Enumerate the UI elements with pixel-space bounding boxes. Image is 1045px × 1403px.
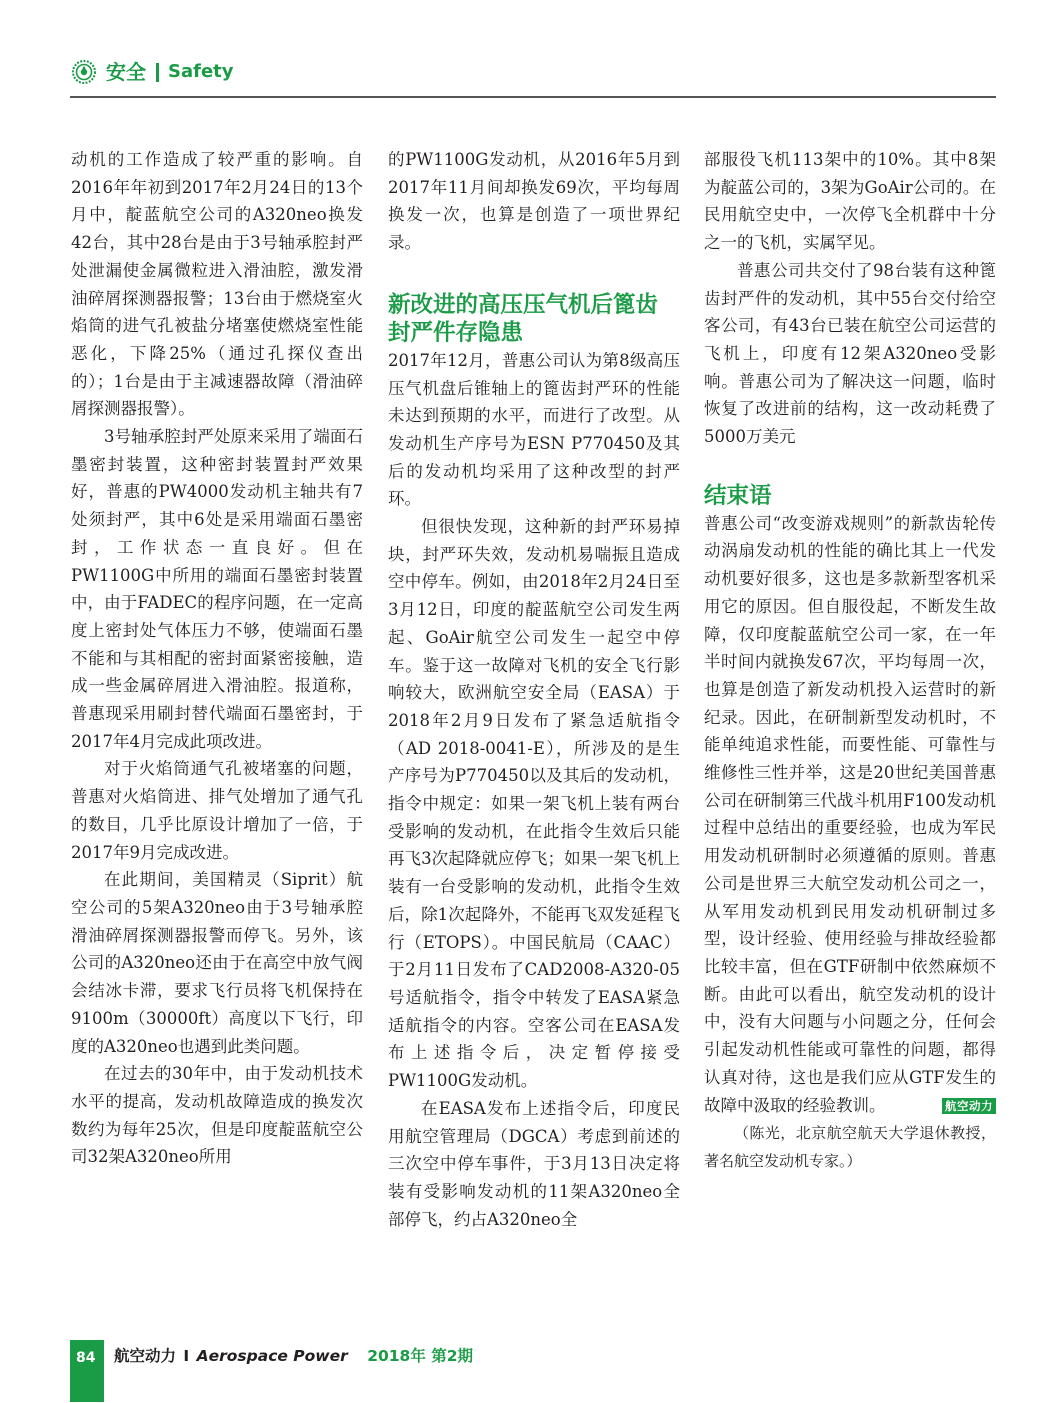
gear-leaf-icon bbox=[72, 60, 96, 84]
paragraph: 动机的工作造成了较严重的影响。自2016年年初到2017年2月24日的13个月中，靛蓝航空公司的A320neo换发42台，其中28台是由于3号轴承腔封严处泄漏使金属微粒进入滑油腔，激发滑油碎屑探测器报警；13台由于燃烧室火焰筒的进气孔被盐分堵塞使燃烧室性能恶化，下降25%（通过孔探仪查出的）；1台是由于主减速器故障（滑油碎屑探测器报警）。 bbox=[71, 150, 363, 419]
paragraph bbox=[704, 510, 996, 1119]
title-divider bbox=[156, 63, 159, 82]
paragraph: 2017年12月，普惠公司认为第8级高压压气机盘后锥轴上的篦齿封严环的性能未达到预期的水平，而进行了改型。从发动机生产序号为ESN P770450及其后的发动机均采用了这种改型的封严环。 bbox=[388, 350, 680, 509]
end-mark: 航空动力 bbox=[942, 1098, 996, 1114]
column-2 bbox=[388, 146, 680, 1233]
separator: I bbox=[183, 1347, 190, 1365]
paragraph: 部服役飞机113架中的10%。其中8架为靛蓝公司的，3架为GoAir公司的。在民用航空史中，一次停飞全机群中十分之一的飞机，实属罕见。 bbox=[704, 150, 996, 253]
paragraph: 在EASA发布上述指令后，印度民用航空管理局（DGCA）考虑到前述的三次空中停车事件，于3月13日决定将装有受影响发动机的11架A320neo全部停飞，约占A320neo全 bbox=[388, 1098, 680, 1229]
magazine-info bbox=[114, 1344, 473, 1368]
header-rule bbox=[70, 96, 996, 98]
paragraph: 3号轴承腔封严处原来采用了端面石墨密封装置，这种密封装置封严效果好，普惠的PW4000发动机主轴共有7处须封严，其中6处是采用端面石墨密封，工作状态一直良好。但在PW1100G中所用的端面石墨密封装置中，由于FADEC的程序问题，在一定高度上密封处气体压力不够，使端面石墨不能和与其相配的密封面紧密接触，造成一些金属碎屑进入滑油腔。报道称，普惠现采用刷封替代端面石墨密封，于2017年4月完成此项改进。 bbox=[71, 427, 363, 751]
author-note: （陈光，北京航空航天大学退休教授，著名航空发动机专家。） bbox=[704, 1124, 996, 1171]
paragraph: 在过去的30年中，由于发动机技术水平的提高，发动机故障造成的换发次数约为每年25次，但是印度靛蓝航空公司32架A320neo所用 bbox=[71, 1064, 363, 1167]
section-heading: 结束语 bbox=[704, 482, 772, 509]
page-number-block bbox=[70, 1340, 104, 1402]
section-title-en: Safety bbox=[168, 61, 234, 82]
column-1 bbox=[71, 146, 363, 1171]
column-3 bbox=[704, 146, 996, 1175]
paragraph: 但很快发现，这种新的封严环易掉块，封严环失效，发动机易喘振且造成空中停车。例如，由2018年2月24日至3月12日，印度的靛蓝航空公司发生两起、GoAir航空公司发生一起空中停车。鉴于这一故障对飞机的安全飞行影响较大，欧洲航空安全局（EASA）于2018年2月9日发布了紧急适航指令（AD 2018-0041-E），所涉及的是生产序号为P770450以及其后的发动机，指令中规定：如果一架飞机上装有两台受影响的发动机，在此指令生效后只能再飞3次起降就应停飞；如果一架飞机上装有一台受影响的发动机，此指令生效后，除1次起降外，不能再飞双发延程飞行（ETOPS）。中国民航局（CAAC）于2月11日发布了CAD2008-A320-05号适航指令，指令中转发了EASA紧急适航指令的内容。空客公司在EASA发布上述指令后，决定暂停接受PW1100G发动机。 bbox=[388, 517, 680, 1091]
magazine-name-en: Aerospace Power bbox=[196, 1347, 348, 1365]
paragraph: 对于火焰筒通气孔被堵塞的问题，普惠对火焰筒进、排气处增加了通气孔的数目，几乎比原设计增加了一倍，于2017年9月完成改进。 bbox=[71, 759, 363, 862]
page-number: 84 bbox=[76, 1350, 96, 1366]
section-title-cn: 安全 bbox=[106, 60, 146, 84]
paragraph: 普惠公司共交付了98台装有这种篦齿封严件的发动机，其中55台交付给空客公司，有43台已装在航空公司运营的飞机上，印度有12架A320neo受影响。普惠公司为了解决这一问题，临时恢复了改进前的结构，这一改动耗费了5000万美元 bbox=[704, 260, 996, 447]
issue-label: 2018年 第2期 bbox=[367, 1347, 474, 1365]
section-heading: 新改进的高压压气机后篦齿封严件存隐患 bbox=[388, 291, 659, 346]
page-header bbox=[70, 56, 996, 90]
paragraph: 在此期间，美国精灵（Siprit）航空公司的5架A320neo由于3号轴承腔滑油碎屑探测器报警而停飞。另外，该公司的A320neo还由于在高空中放气阀会结冰卡滞，要求飞行员将飞机保持在9100m（30000ft）高度以下飞行，印度的A320neo也遇到此类问题。 bbox=[71, 870, 363, 1056]
page-footer bbox=[70, 1340, 996, 1400]
magazine-name-cn: 航空动力 bbox=[114, 1347, 177, 1365]
paragraph-text: 普惠公司“改变游戏规则”的新款齿轮传动涡扇发动机的性能的确比其上一代发动机要好很多，这也是多款新型客机采用它的原因。但自服役起，不断发生故障，仅印度靛蓝航空公司一家，在一年半时间内就换发67次，平均每周一次，也算是创造了新发动机投入运营时的新纪录。因此，在研制新型发动机时，不能单纯追求性能，而要性能、可靠性与维修性三性并举，这是20世纪美国普惠公司在研制第三代战斗机用F100发动机过程中总结出的重要经验，也成为军民用发动机研制时必须遵循的原则。普惠公司是世界三大航空发动机公司之一，从军用发动机到民用发动机研制过多型，设计经验、使用经验与排故经验都比较丰富，但在GTF研制中依然麻烦不断。由此可以看出，航空发动机的设计中，没有大问题与小问题之分，任何会引起发动机性能或可靠性的问题，都得认真对待，这也是我们应从GTF发生的故障中汲取的经验教训。 bbox=[704, 513, 996, 1115]
paragraph: 的PW1100G发动机，从2016年5月到2017年11月间却换发69次，平均每周换发一次，也算是创造了一项世界纪录。 bbox=[388, 150, 680, 253]
